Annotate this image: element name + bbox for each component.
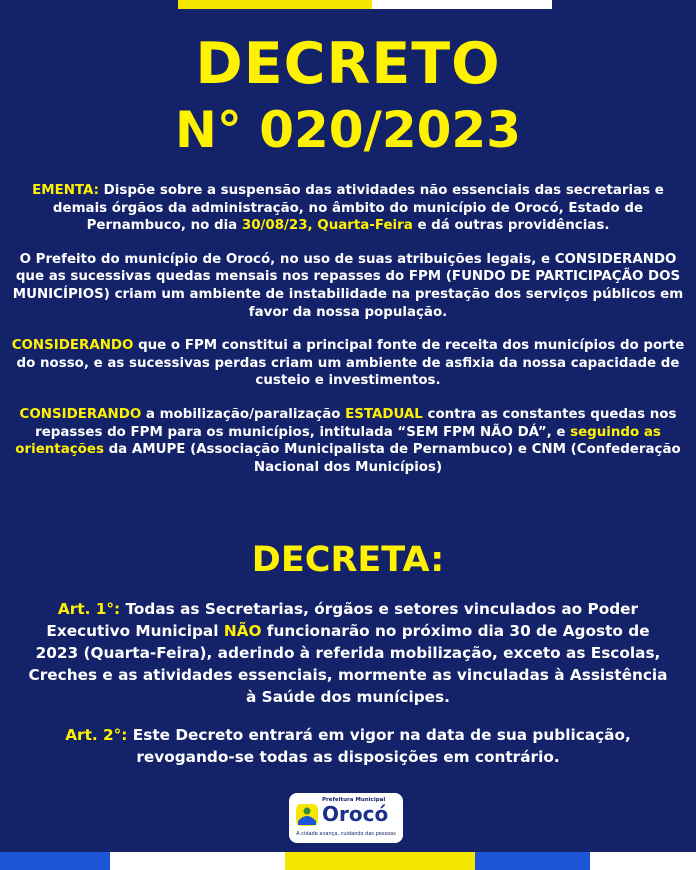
- bottom-color-bar: [0, 852, 696, 870]
- logo-tagline: A cidade avança, cuidando das pessoas: [296, 831, 396, 837]
- considerando-1-label: CONSIDERANDO: [11, 338, 134, 354]
- logo-small-text: Prefeitura Municipal: [322, 797, 386, 803]
- logo-name: Orocó: [322, 802, 389, 826]
- articles: [24, 598, 672, 784]
- considerando-2-text-1: a mobilização/paralização: [141, 406, 346, 422]
- article-1-text-2: funcionarão no próximo dia 30 de Agosto de 2023 (Quarta-Feira), aderindo à referida mobilização, exceto as Escolas, Creches e as atividades essenciais, mormente as vinculadas à Assistência à Saúde dos munícipes.: [28, 622, 668, 706]
- considerando-1-text: que o FPM constitui a principal fonte de receita dos municípios do porte do nosso, e as sucessivas perdas criam um ambiente de asfixia da nossa capacidade de custeio e investimentos.: [16, 338, 685, 389]
- page-title: DECRETO: [195, 31, 501, 97]
- article-2-label: Art. 2°:: [65, 726, 128, 744]
- considerando-1-paragraph: [10, 337, 686, 390]
- bottom-bar-segment: [0, 852, 110, 870]
- article-2: [24, 724, 672, 768]
- top-bar-yellow: [178, 0, 372, 9]
- bottom-bar-segment: [285, 852, 475, 870]
- considerando-2-text-2: contra as constantes quedas nos repasses do FPM para os municípios, intitulada “SEM FPM NÃO DÁ”, e: [35, 406, 677, 440]
- article-1-label: Art. 1°:: [57, 600, 121, 618]
- preamble-paragraph: O Prefeito do município de Orocó, no uso de suas atribuições legais, e CONSIDERANDO que as sucessivas quedas mensais nos repasses do FPM (FUNDO DE PARTICIPAÇÃO DOS MUNICÍPIOS) criam um ambiente de instabilidade na prestação dos serviços públicos em favor da nossa população.: [12, 251, 684, 320]
- municipality-logo: [289, 793, 403, 843]
- decree-body: [10, 182, 686, 492]
- article-2-text: Este Decreto entrará em vigor na data de sua publicação, revogando-se todas as disposições em contrário.: [127, 726, 631, 766]
- ementa-label: EMENTA:: [32, 183, 99, 198]
- considerando-2-label: CONSIDERANDO: [19, 406, 142, 422]
- decreta-heading: DECRETA:: [251, 540, 445, 580]
- bottom-bar-segment: [110, 852, 285, 870]
- top-bar-white: [372, 0, 552, 9]
- considerando-2-paragraph: [10, 406, 686, 476]
- ementa-paragraph: [10, 182, 686, 235]
- bottom-bar-segment: [475, 852, 590, 870]
- logo-emblem-icon: [295, 801, 319, 829]
- ementa-date: 30/08/23, Quarta-Feira: [241, 218, 413, 234]
- bottom-bar-segment: [590, 852, 696, 870]
- estadual-highlight: ESTADUAL: [345, 406, 423, 422]
- ementa-text-1: Dispõe sobre a suspensão das atividades não essenciais das secretarias e demais órgãos da administração, no âmbito do município de Orocó, Estado de Pernambuco, no dia: [52, 183, 664, 234]
- seguindo-highlight: seguindo as orientações: [15, 424, 661, 458]
- ementa-text-2: e dá outras providências.: [412, 218, 610, 234]
- decree-number: N° 020/2023: [174, 101, 522, 159]
- article-1: [24, 598, 672, 708]
- considerando-2-text-3: da AMUPE (Associação Municipalista de Pernambuco) e CNM (Confederação Nacional dos Municípios): [103, 442, 681, 475]
- top-color-bar: [178, 0, 552, 9]
- article-1-text-1: Todas as Secretarias, órgãos e setores vinculados ao Poder Executivo Municipal: [46, 600, 639, 640]
- nao-highlight: NÃO: [223, 622, 262, 640]
